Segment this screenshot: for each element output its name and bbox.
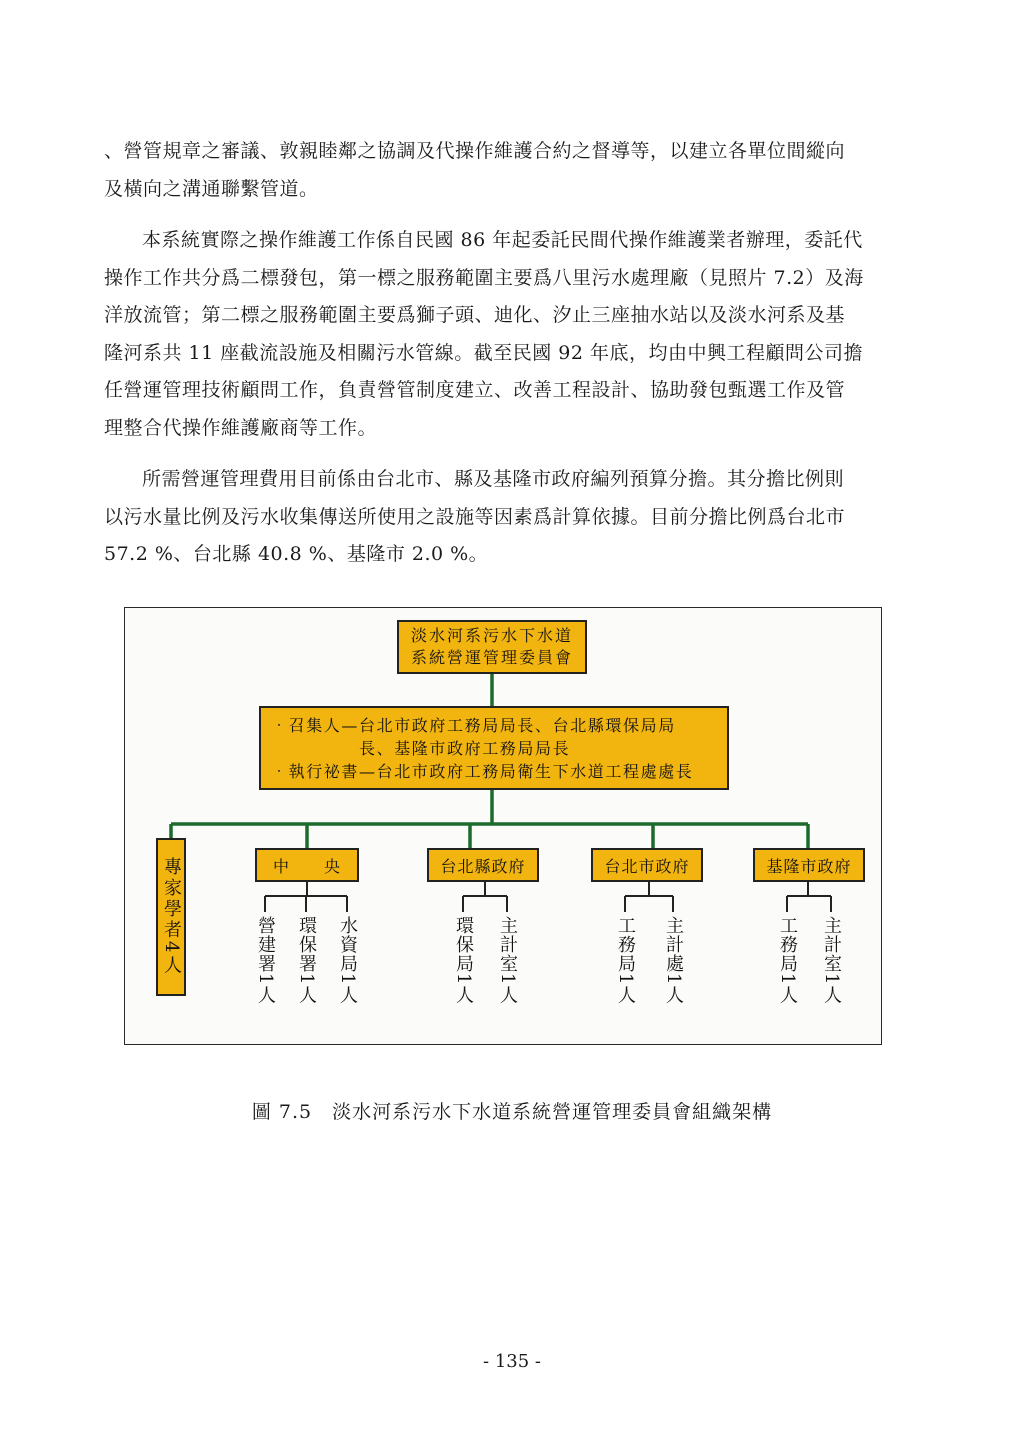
leader-line: 長、基隆市政府工務局局長 [359, 738, 571, 758]
paragraph-3 [104, 461, 916, 574]
branch-taipei-city: 台北市政府 [591, 848, 703, 882]
member-column: 主計室1人 [497, 916, 518, 1005]
branch-taipei-county: 台北縣政府 [427, 848, 539, 882]
paragraph-2 [104, 222, 916, 447]
caption-number: 圖 7.5 [251, 1101, 313, 1123]
text-line: 所需營運管理費用目前係由台北市、縣及基隆市政府編列預算分擔。其分擔比例則 [142, 468, 845, 490]
org-chart-figure [124, 607, 882, 1045]
member-column: 工務局1人 [615, 916, 636, 1005]
member-column: 水資局1人 [337, 916, 358, 1005]
committee-box [397, 620, 587, 674]
page-number: - 135 - [483, 1351, 541, 1372]
branch-keelung-city: 基隆市政府 [753, 848, 865, 882]
member-column: 營建署1人 [255, 916, 276, 1005]
member-column: 工務局1人 [777, 916, 798, 1005]
leader-line: ‧召集人—台北市政府工務局局長、台北縣環保局局 [271, 715, 676, 735]
member-column: 環保局1人 [453, 916, 474, 1005]
text-line: 任營運管理技術顧問工作，負責營管制度建立、改善工程設計、協助發包甄選工作及管 [104, 379, 846, 401]
committee-line: 淡水河系污水下水道 [410, 626, 573, 645]
text-line: 操作工作共分爲二標發包，第一標之服務範圍主要爲八里污水處理廠（見照片 7.2）及海 [104, 266, 864, 289]
text-line: 理整合代操作維護廠商等工作。 [104, 416, 378, 439]
text-line: 洋放流管；第二標之服務範圍主要爲獅子頭、迪化、汐止三座抽水站以及淡水河系及基 [104, 304, 846, 326]
text-line: 本系統實際之操作維護工作係自民國 86 年起委託民間代操作維護業者辦理，委託代 [142, 229, 863, 251]
text-line: 、營管規章之審議、敦親睦鄰之協調及代操作維護合約之督導等，以建立各單位間縱向 [104, 140, 846, 162]
member-column: 主計室1人 [821, 916, 842, 1005]
experts-box: 專家學者4人 [156, 838, 186, 996]
member-column: 主計處1人 [663, 916, 684, 1005]
caption-title: 淡水河系污水下水道系統營運管理委員會組織架構 [332, 1101, 773, 1123]
leaders-box [259, 706, 729, 790]
leader-line: ‧執行祕書—台北市政府工務局衛生下水道工程處處長 [271, 761, 694, 781]
text-line: 以污水量比例及污水收集傳送所使用之設施等因素爲計算依據。目前分擔比例爲台北市 [104, 505, 846, 528]
member-column: 環保署1人 [296, 916, 317, 1005]
committee-line: 系統營運管理委員會 [410, 648, 573, 667]
figure-caption [0, 1097, 1024, 1124]
text-line: 及橫向之溝通聯繫管道。 [104, 177, 319, 200]
text-line: 隆河系共 11 座截流設施及相關污水管線。截至民國 92 年底，均由中興工程顧問公司擔 [104, 341, 864, 364]
text-line: 57.2 %、台北縣 40.8 %、基隆市 2.0 %。 [104, 543, 489, 565]
branch-central: 中 央 [255, 848, 359, 882]
paragraph-1 [104, 133, 916, 208]
